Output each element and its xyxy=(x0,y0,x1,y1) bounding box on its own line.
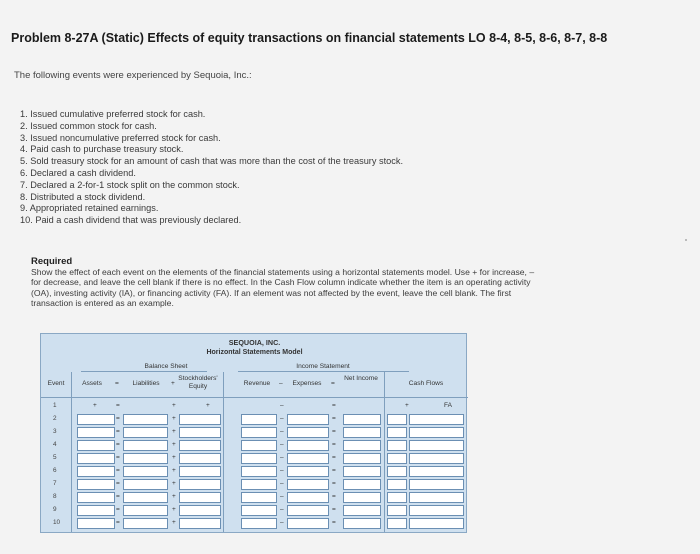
input-cell-equity[interactable] xyxy=(179,440,221,451)
operator-sign: = xyxy=(332,506,336,513)
input-cell-cash-sign[interactable] xyxy=(387,518,407,529)
operator-sign: + xyxy=(172,519,176,526)
input-cell-cash-sign[interactable] xyxy=(387,453,407,464)
input-cell-expenses[interactable] xyxy=(287,505,329,516)
assets-col-header: Assets xyxy=(82,380,102,387)
operator-sign: + xyxy=(172,441,176,448)
plus-sign: + xyxy=(171,380,175,387)
input-cell-net-income[interactable] xyxy=(343,479,381,490)
operator-sign: + xyxy=(172,493,176,500)
operator-sign: = xyxy=(332,454,336,461)
event-item: 1. Issued cumulative preferred stock for cash. xyxy=(20,109,206,119)
row-event-number: 7 xyxy=(53,480,57,487)
operator-sign: – xyxy=(280,506,284,513)
intro-text: The following events were experienced by Sequoia, Inc.: xyxy=(14,70,252,81)
input-cell-cash-activity[interactable] xyxy=(409,492,464,503)
row-event-number: 8 xyxy=(53,493,57,500)
input-cell-expenses[interactable] xyxy=(287,492,329,503)
cursor-mark xyxy=(685,239,687,241)
input-cell-equity[interactable] xyxy=(179,453,221,464)
operator-sign: – xyxy=(280,493,284,500)
example-equity-value: + xyxy=(206,402,210,409)
operator-sign: – xyxy=(280,519,284,526)
operator-sign: + xyxy=(172,428,176,435)
input-cell-net-income[interactable] xyxy=(343,518,381,529)
instruction-line: Show the effect of each event on the elements of the financial statements using a horizontal statements model. Use + for increase, – xyxy=(31,267,535,277)
input-cell-assets[interactable] xyxy=(77,479,115,490)
input-cell-liabilities[interactable] xyxy=(123,466,168,477)
income-statement-header: Income Statement xyxy=(296,363,350,370)
example-cash-sign: + xyxy=(405,402,409,409)
operator-sign: = xyxy=(332,415,336,422)
revenue-col-header: Revenue xyxy=(243,380,271,387)
input-cell-liabilities[interactable] xyxy=(123,505,168,516)
liabilities-col-header: Liabilities xyxy=(132,380,160,387)
input-cell-revenue[interactable] xyxy=(241,479,277,490)
row-event-number: 3 xyxy=(53,428,57,435)
operator-sign: – xyxy=(280,402,284,409)
operator-sign: = xyxy=(116,441,120,448)
example-assets-value: + xyxy=(93,402,97,409)
input-cell-expenses[interactable] xyxy=(287,427,329,438)
operator-sign: + xyxy=(172,402,176,409)
operator-sign: = xyxy=(116,519,120,526)
input-cell-cash-activity[interactable] xyxy=(409,453,464,464)
input-cell-assets[interactable] xyxy=(77,453,115,464)
example-cash-activity: FA xyxy=(444,402,452,409)
minus-sign: – xyxy=(279,380,283,387)
input-cell-expenses[interactable] xyxy=(287,440,329,451)
row-event-number: 6 xyxy=(53,467,57,474)
input-cell-liabilities[interactable] xyxy=(123,492,168,503)
input-cell-net-income[interactable] xyxy=(343,492,381,503)
operator-sign: = xyxy=(332,480,336,487)
operator-sign: = xyxy=(116,428,120,435)
row-event-number: 4 xyxy=(53,441,57,448)
input-cell-equity[interactable] xyxy=(179,505,221,516)
event-item: 9. Appropriated retained earnings. xyxy=(20,203,159,214)
event-item: 7. Declared a 2-for-1 stock split on the common stock. xyxy=(20,179,240,190)
column-divider xyxy=(71,372,72,532)
operator-sign: + xyxy=(172,415,176,422)
input-cell-cash-activity[interactable] xyxy=(409,518,464,529)
input-cell-equity[interactable] xyxy=(179,466,221,477)
input-cell-revenue[interactable] xyxy=(241,505,277,516)
input-cell-liabilities[interactable] xyxy=(123,453,168,464)
input-cell-revenue[interactable] xyxy=(241,518,277,529)
operator-sign: + xyxy=(172,506,176,513)
event-col-header: Event xyxy=(47,380,65,387)
input-cell-liabilities[interactable] xyxy=(123,414,168,425)
operator-sign: = xyxy=(116,415,120,422)
balance-sheet-header: Balance Sheet xyxy=(144,363,188,370)
input-cell-cash-activity[interactable] xyxy=(409,479,464,490)
operator-sign: – xyxy=(280,454,284,461)
input-cell-equity[interactable] xyxy=(179,479,221,490)
operator-sign: = xyxy=(332,428,336,435)
row-event-number: 10 xyxy=(53,519,61,526)
row-event-number: 9 xyxy=(53,506,57,513)
instruction-line: transaction is entered as an example. xyxy=(31,298,174,309)
input-cell-equity[interactable] xyxy=(179,427,221,438)
input-cell-liabilities[interactable] xyxy=(123,479,168,490)
operator-sign: = xyxy=(332,441,336,448)
input-cell-equity[interactable] xyxy=(179,414,221,425)
row-event-number: 1 xyxy=(53,402,57,409)
instruction-line: (OA), investing activity (IA), or financing activity (FA). If an element was not affected by the event, leave the cell blank. The first xyxy=(31,287,512,298)
row-event-number: 2 xyxy=(53,415,57,422)
input-cell-revenue[interactable] xyxy=(241,492,277,503)
operator-sign: = xyxy=(116,402,120,409)
equals-sign: = xyxy=(331,380,335,387)
cash-flows-col-header: Cash Flows xyxy=(408,380,444,387)
input-cell-cash-sign[interactable] xyxy=(387,440,407,451)
input-cell-revenue[interactable] xyxy=(241,427,277,438)
input-cell-revenue[interactable] xyxy=(241,453,277,464)
input-cell-assets[interactable] xyxy=(77,427,115,438)
event-item: 6. Declared a cash dividend. xyxy=(20,167,136,178)
operator-sign: = xyxy=(332,519,336,526)
expenses-col-header: Expenses xyxy=(292,380,322,387)
operator-sign: = xyxy=(116,467,120,474)
problem-title: Problem 8-27A (Static) Effects of equity transactions on financial statements LO 8-4, 8-5, 8-6, 8-7, 8-8 xyxy=(11,31,608,45)
operator-sign: – xyxy=(280,428,284,435)
input-cell-expenses[interactable] xyxy=(287,518,329,529)
model-name: Horizontal Statements Model xyxy=(206,349,303,356)
input-cell-revenue[interactable] xyxy=(241,466,277,477)
horizontal-statements-table xyxy=(40,333,467,533)
input-cell-assets[interactable] xyxy=(77,414,115,425)
input-cell-cash-sign[interactable] xyxy=(387,505,407,516)
header-rule xyxy=(81,371,207,372)
operator-sign: = xyxy=(116,506,120,513)
input-cell-expenses[interactable] xyxy=(287,453,329,464)
input-cell-assets[interactable] xyxy=(77,492,115,503)
input-cell-cash-activity[interactable] xyxy=(409,427,464,438)
operator-sign: + xyxy=(172,467,176,474)
event-item: 10. Paid a cash dividend that was previously declared. xyxy=(20,215,242,226)
input-cell-assets[interactable] xyxy=(77,466,115,477)
event-item: 2. Issued common stock for cash. xyxy=(20,120,157,131)
operator-sign: = xyxy=(116,493,120,500)
event-item: 4. Paid cash to purchase treasury stock. xyxy=(20,144,184,155)
required-instructions xyxy=(31,267,659,309)
input-cell-net-income[interactable] xyxy=(343,440,381,451)
equals-sign: = xyxy=(115,380,119,387)
header-rule xyxy=(41,397,468,398)
input-cell-liabilities[interactable] xyxy=(123,440,168,451)
column-divider xyxy=(223,372,224,532)
company-name: SEQUOIA, INC. xyxy=(228,338,281,347)
input-cell-revenue[interactable] xyxy=(241,440,277,451)
operator-sign: + xyxy=(172,454,176,461)
event-item: 3. Issued noncumulative preferred stock for cash. xyxy=(20,132,221,143)
operator-sign: – xyxy=(280,415,284,422)
input-cell-liabilities[interactable] xyxy=(123,518,168,529)
operator-sign: – xyxy=(280,467,284,474)
operator-sign: – xyxy=(280,441,284,448)
input-cell-cash-activity[interactable] xyxy=(409,505,464,516)
operator-sign: = xyxy=(116,480,120,487)
input-cell-equity[interactable] xyxy=(179,492,221,503)
input-cell-cash-sign[interactable] xyxy=(387,466,407,477)
input-cell-net-income[interactable] xyxy=(343,505,381,516)
input-cell-assets[interactable] xyxy=(77,440,115,451)
input-cell-assets[interactable] xyxy=(77,505,115,516)
input-cell-revenue[interactable] xyxy=(241,414,277,425)
input-cell-net-income[interactable] xyxy=(343,414,381,425)
equity-col-header: Stockholders' Equity xyxy=(178,375,218,390)
operator-sign: + xyxy=(172,480,176,487)
input-cell-cash-sign[interactable] xyxy=(387,427,407,438)
input-cell-expenses[interactable] xyxy=(287,479,329,490)
input-cell-net-income[interactable] xyxy=(343,453,381,464)
input-cell-cash-activity[interactable] xyxy=(409,414,464,425)
operator-sign: = xyxy=(332,402,336,409)
input-cell-assets[interactable] xyxy=(77,518,115,529)
events-list xyxy=(20,109,403,227)
event-item: 8. Distributed a stock dividend. xyxy=(20,191,146,202)
net-income-col-header: Net Income xyxy=(344,375,378,382)
row-event-number: 5 xyxy=(53,454,57,461)
input-cell-cash-sign[interactable] xyxy=(387,479,407,490)
input-cell-equity[interactable] xyxy=(179,518,221,529)
input-cell-cash-sign[interactable] xyxy=(387,414,407,425)
instruction-line: for decrease, and leave the cell blank if there is no effect. In the Cash Flow column indicate whether the item is an operating activity xyxy=(31,277,531,288)
required-heading: Required xyxy=(31,256,73,267)
event-item: 5. Sold treasury stock for an amount of cash that was more than the cost of the treasury stock. xyxy=(20,156,403,167)
column-divider xyxy=(384,372,385,532)
input-cell-cash-activity[interactable] xyxy=(409,440,464,451)
operator-sign: = xyxy=(116,454,120,461)
input-cell-net-income[interactable] xyxy=(343,427,381,438)
input-cell-expenses[interactable] xyxy=(287,414,329,425)
input-cell-cash-activity[interactable] xyxy=(409,466,464,477)
operator-sign: = xyxy=(332,467,336,474)
input-cell-expenses[interactable] xyxy=(287,466,329,477)
input-cell-liabilities[interactable] xyxy=(123,427,168,438)
input-cell-cash-sign[interactable] xyxy=(387,492,407,503)
operator-sign: – xyxy=(280,480,284,487)
operator-sign: = xyxy=(332,493,336,500)
input-cell-net-income[interactable] xyxy=(343,466,381,477)
